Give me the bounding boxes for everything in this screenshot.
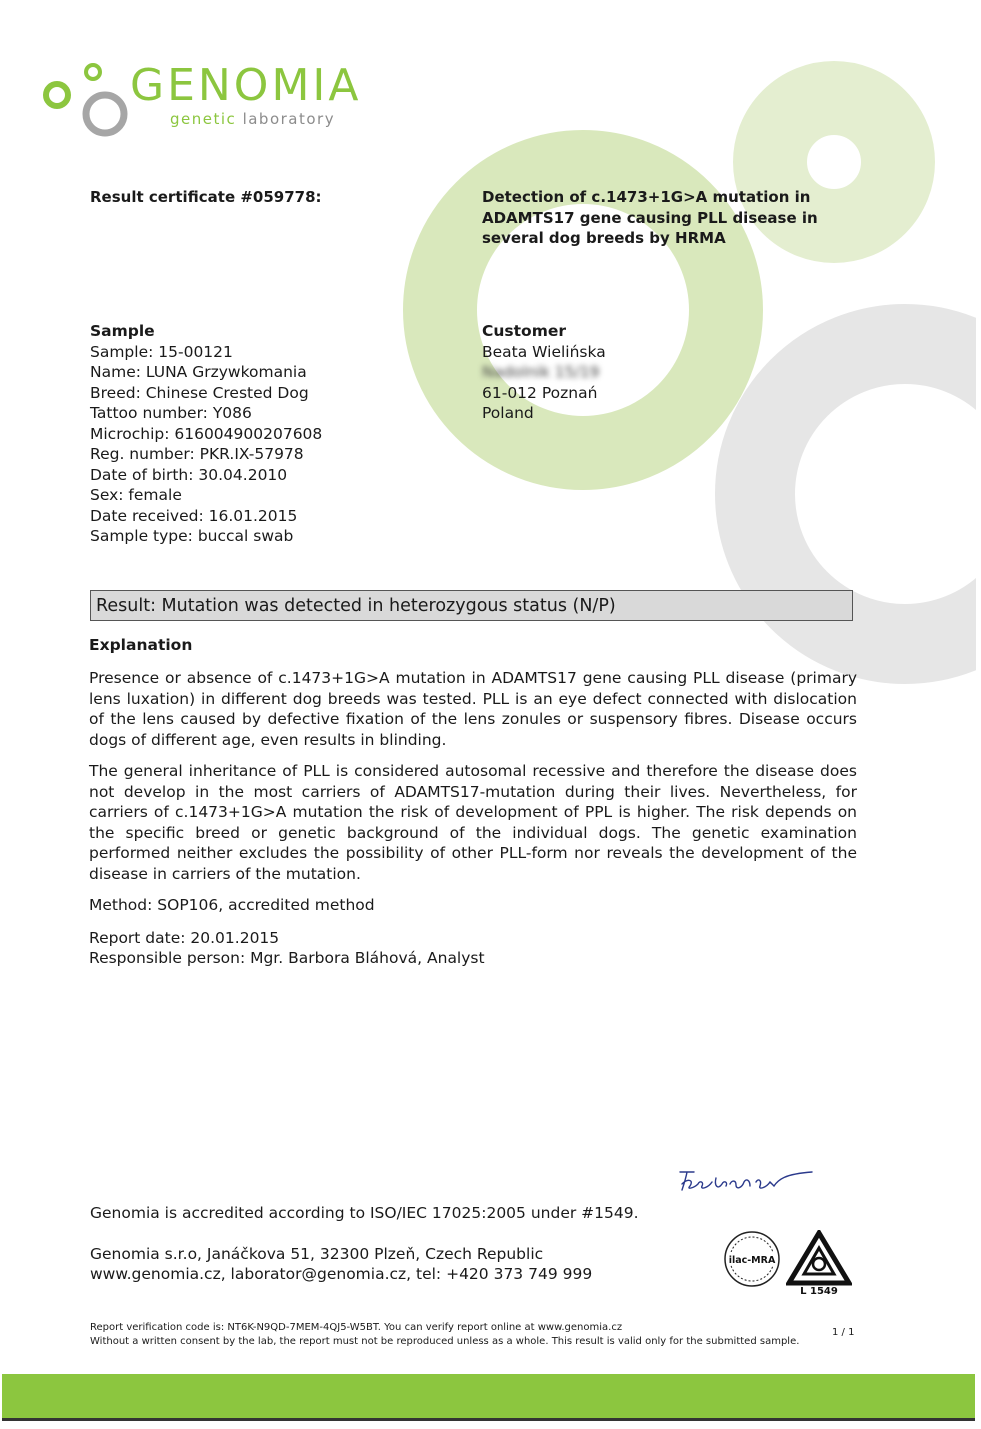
ilac-mra-logo: [723, 1230, 781, 1288]
cai-accreditation-logo: [786, 1230, 852, 1296]
sample-tattoo: Tattoo number: Y086: [90, 404, 252, 422]
logo-wordmark: GENOMIA: [130, 60, 362, 111]
footer-band-shadow: [2, 1418, 975, 1421]
sample-microchip: Microchip: 616004900207608: [90, 424, 323, 443]
explanation-paragraph-2: The general inheritance of PLL is considered autosomal recessive and therefore the disease does not develop in the most carriers of ADAMTS17-mutation during their lives. Nevertheless, for carriers of c.1473+1G>A mutation the risk of development of PPL is higher. The risk depends on the specific breed or genetic background of the individual dogs. The genetic examination performed neither excludes the possibility of other PLL-form nor reveals the development of the disease in carriers of the mutation.: [89, 762, 857, 883]
accreditation-statement: Genomia is accredited according to ISO/IEC 17025:2005 under #1549.: [90, 1204, 639, 1222]
test-title: [482, 187, 818, 249]
company-address: Genomia s.r.o, Janáčkova 51, 32300 Plzeň, Czech Republic: [90, 1245, 544, 1263]
sample-number: Sample: 15-00121: [90, 342, 233, 361]
customer-city: 61-012 Poznań: [482, 383, 598, 402]
logo: [40, 62, 400, 140]
sample-reg-number: Reg. number: PKR.IX-57978: [90, 445, 304, 463]
sample-block: [90, 321, 322, 547]
method: Method: SOP106, accredited method: [89, 896, 375, 914]
customer-heading: Customer: [482, 322, 567, 340]
sample-heading: Sample: [90, 322, 155, 340]
sample-date-received: Date received: 16.01.2015: [90, 506, 298, 525]
sample-date-of-birth: Date of birth: 30.04.2010: [90, 465, 288, 484]
test-title-line: ADAMTS17 gene causing PLL disease in: [482, 208, 818, 227]
cai-label: L 1549: [800, 1286, 838, 1296]
sample-type: Sample type: buccal swab: [90, 527, 294, 545]
sample-breed: Breed: Chinese Crested Dog: [90, 383, 309, 402]
explanation-heading: Explanation: [89, 636, 193, 654]
ilac-mra-label: ilac-MRA: [728, 1255, 776, 1266]
result-box: [90, 590, 853, 621]
verification-code: Report verification code is: NT6K-N9QD-7MEM-4QJ5-W5BT. You can verify report online at www.genomia.cz: [90, 1322, 623, 1333]
customer-country: Poland: [482, 404, 534, 422]
page-number: 1 / 1: [832, 1327, 855, 1338]
footer-green-band: [2, 1374, 975, 1418]
customer-street-redacted: Nadolnik 15/19: [482, 363, 600, 381]
sample-sex: Sex: female: [90, 486, 182, 504]
result-text: Result: Mutation was detected in heterozygous status (N/P): [96, 596, 616, 616]
test-title-line: several dog breeds by HRMA: [482, 229, 726, 247]
report-date: Report date: 20.01.2015: [89, 929, 280, 947]
customer-name: Beata Wielińska: [482, 342, 606, 361]
customer-block: [482, 321, 606, 424]
certificate-title: Result certificate #059778:: [90, 188, 322, 206]
company-contact: www.genomia.cz, laborator@genomia.cz, tel: +420 373 749 999: [90, 1265, 593, 1283]
logo-tagline-laboratory: laboratory: [242, 110, 336, 128]
logo-tagline-genetic: genetic: [170, 110, 237, 128]
signature-icon: [672, 1160, 822, 1200]
logo-mark-icon: [40, 62, 130, 140]
test-title-line: Detection of c.1473+1G>A mutation in: [482, 188, 811, 206]
explanation-paragraph-1: Presence or absence of c.1473+1G>A mutation in ADAMTS17 gene causing PLL disease (primary lens luxation) in different dog breeds was tested. PLL is an eye defect connected with dislocation of the lens caused by defective fixation of the lens zonules or suspensory fibres. Disease occurs dogs of different age, even results in blinding.: [89, 669, 857, 749]
sample-name: Name: LUNA Grzywkomania: [90, 363, 307, 381]
responsible-person: Responsible person: Mgr. Barbora Bláhová, Analyst: [89, 949, 485, 967]
logo-tagline: [170, 110, 335, 128]
consent-notice: Without a written consent by the lab, the report must not be reproduced unless as a whole. This result is valid only for the submitted sample.: [90, 1336, 800, 1347]
